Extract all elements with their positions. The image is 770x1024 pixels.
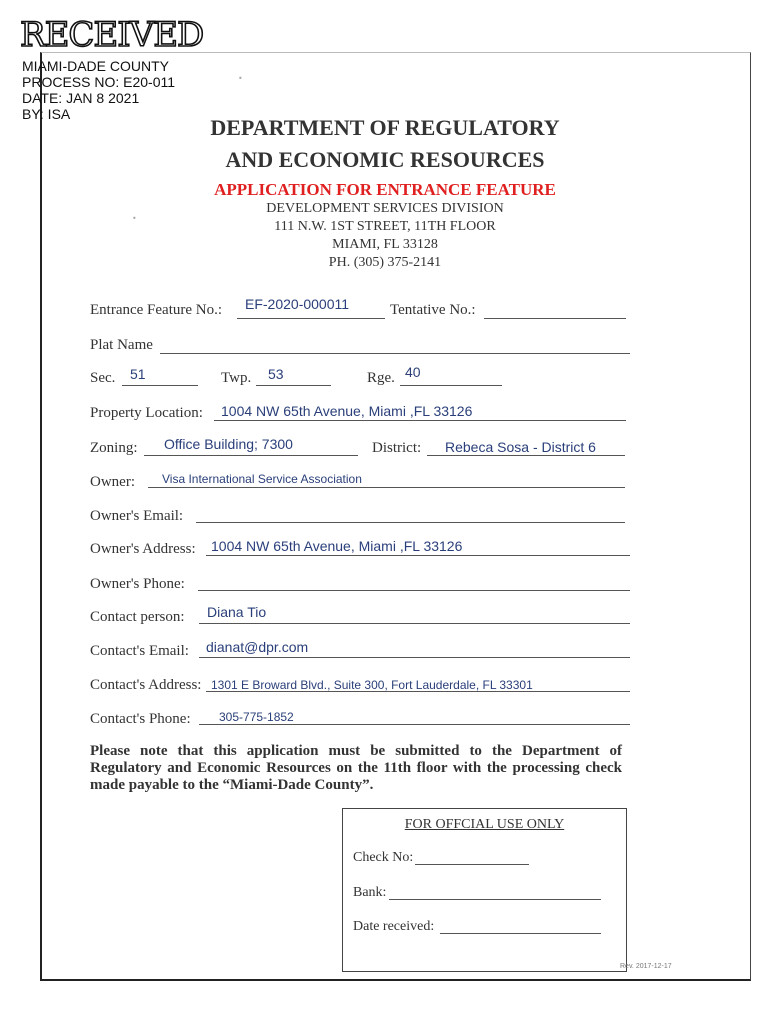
owner-address-label: Owner's Address:: [90, 541, 196, 557]
check-no-line[interactable]: [415, 864, 529, 865]
owner-email-line: [196, 522, 625, 523]
entrance-feature-label: Entrance Feature No.:: [90, 302, 223, 318]
application-title: APPLICATION FOR ENTRANCE FEATURE: [214, 180, 556, 199]
district-label: District:: [372, 440, 422, 456]
rge-label: Rge.: [367, 370, 395, 386]
entrance-feature-field[interactable]: EF-2020-000011: [245, 296, 350, 312]
contact-person-line: [199, 623, 630, 624]
rge-field[interactable]: 40: [405, 364, 421, 380]
division-name: DEVELOPMENT SERVICES DIVISION: [266, 201, 504, 216]
contact-person-field[interactable]: Diana Tio: [207, 604, 267, 620]
tentative-line: [484, 318, 626, 319]
revision-code: Rev. 2017-12-17: [620, 963, 672, 970]
entrance-feature-line: [237, 318, 385, 319]
bank-line[interactable]: [389, 899, 601, 900]
department-title: [0, 112, 770, 176]
twp-field[interactable]: 53: [268, 366, 284, 382]
property-location-label: Property Location:: [90, 405, 203, 421]
owner-email-label: Owner's Email:: [90, 508, 184, 524]
department-title-line2: AND ECONOMIC RESOURCES: [225, 147, 545, 172]
district-line: [427, 455, 625, 456]
owner-address-line: [206, 555, 630, 556]
submission-note: Please note that this application must be submitted to the Department of Regulatory and Economic Resources on the 11th floor with the processing check made payable to the “Miami-Dade County”.: [90, 743, 622, 793]
division-street: 111 N.W. 1ST STREET, 11TH FLOOR: [274, 219, 496, 234]
contact-phone-line: [199, 724, 630, 725]
owner-label: Owner:: [90, 474, 135, 490]
stamp-county: MIAMI-DADE COUNTY: [22, 58, 169, 74]
property-location-line: [214, 420, 626, 421]
sec-label: Sec.: [90, 370, 116, 386]
date-received-label: Date received:: [353, 919, 435, 934]
department-title-line1: DEPARTMENT OF REGULATORY: [210, 115, 560, 140]
contact-address-label: Contact's Address:: [90, 677, 202, 693]
received-stamp-title: RECEIVED: [20, 15, 204, 55]
contact-phone-label: Contact's Phone:: [90, 711, 191, 727]
contact-email-line: [199, 657, 630, 658]
date-received-line[interactable]: [440, 933, 601, 934]
scan-speck: •: [132, 214, 137, 223]
contact-address-field[interactable]: 1301 E Broward Blvd., Suite 300, Fort Lauderdale, FL 33301: [211, 678, 533, 692]
scan-speck: •: [238, 74, 243, 83]
twp-line: [256, 385, 331, 386]
owner-field[interactable]: Visa International Service Association: [162, 472, 362, 486]
stamp-date: DATE: JAN 8 2021: [22, 90, 140, 106]
official-use-title: FOR OFFCIAL USE ONLY: [404, 817, 565, 832]
contact-person-label: Contact person:: [90, 609, 185, 625]
twp-label: Twp.: [221, 370, 252, 386]
zoning-line: [144, 455, 358, 456]
official-use-box: [342, 808, 627, 972]
tentative-label: Tentative No.:: [390, 302, 476, 318]
plat-name-label: Plat Name: [90, 337, 153, 353]
check-no-label: Check No:: [353, 850, 414, 865]
contact-email-label: Contact's Email:: [90, 643, 189, 659]
stamp-process-no: PROCESS NO: E20-011: [22, 74, 176, 90]
zoning-field[interactable]: Office Building; 7300: [164, 436, 293, 452]
division-phone: PH. (305) 375-2141: [328, 255, 442, 270]
bank-label: Bank:: [353, 885, 387, 900]
owner-line: [148, 487, 625, 488]
division-city: MIAMI, FL 33128: [332, 237, 438, 252]
division-address: [0, 200, 770, 272]
rge-line: [400, 385, 502, 386]
owner-address-field[interactable]: 1004 NW 65th Avenue, Miami ,FL 33126: [211, 538, 463, 554]
zoning-label: Zoning:: [90, 440, 138, 456]
owner-phone-label: Owner's Phone:: [90, 576, 185, 592]
owner-phone-line: [198, 590, 630, 591]
stamp-by: BY: ISA: [22, 106, 71, 122]
sec-field[interactable]: 51: [130, 366, 146, 382]
property-location-field[interactable]: 1004 NW 65th Avenue, Miami ,FL 33126: [221, 403, 473, 419]
plat-name-line: [160, 353, 630, 354]
contact-phone-field[interactable]: 305-775-1852: [219, 710, 294, 724]
contact-email-field[interactable]: dianat@dpr.com: [206, 639, 309, 655]
sec-line: [122, 385, 198, 386]
district-field[interactable]: Rebeca Sosa - District 6: [445, 439, 596, 455]
